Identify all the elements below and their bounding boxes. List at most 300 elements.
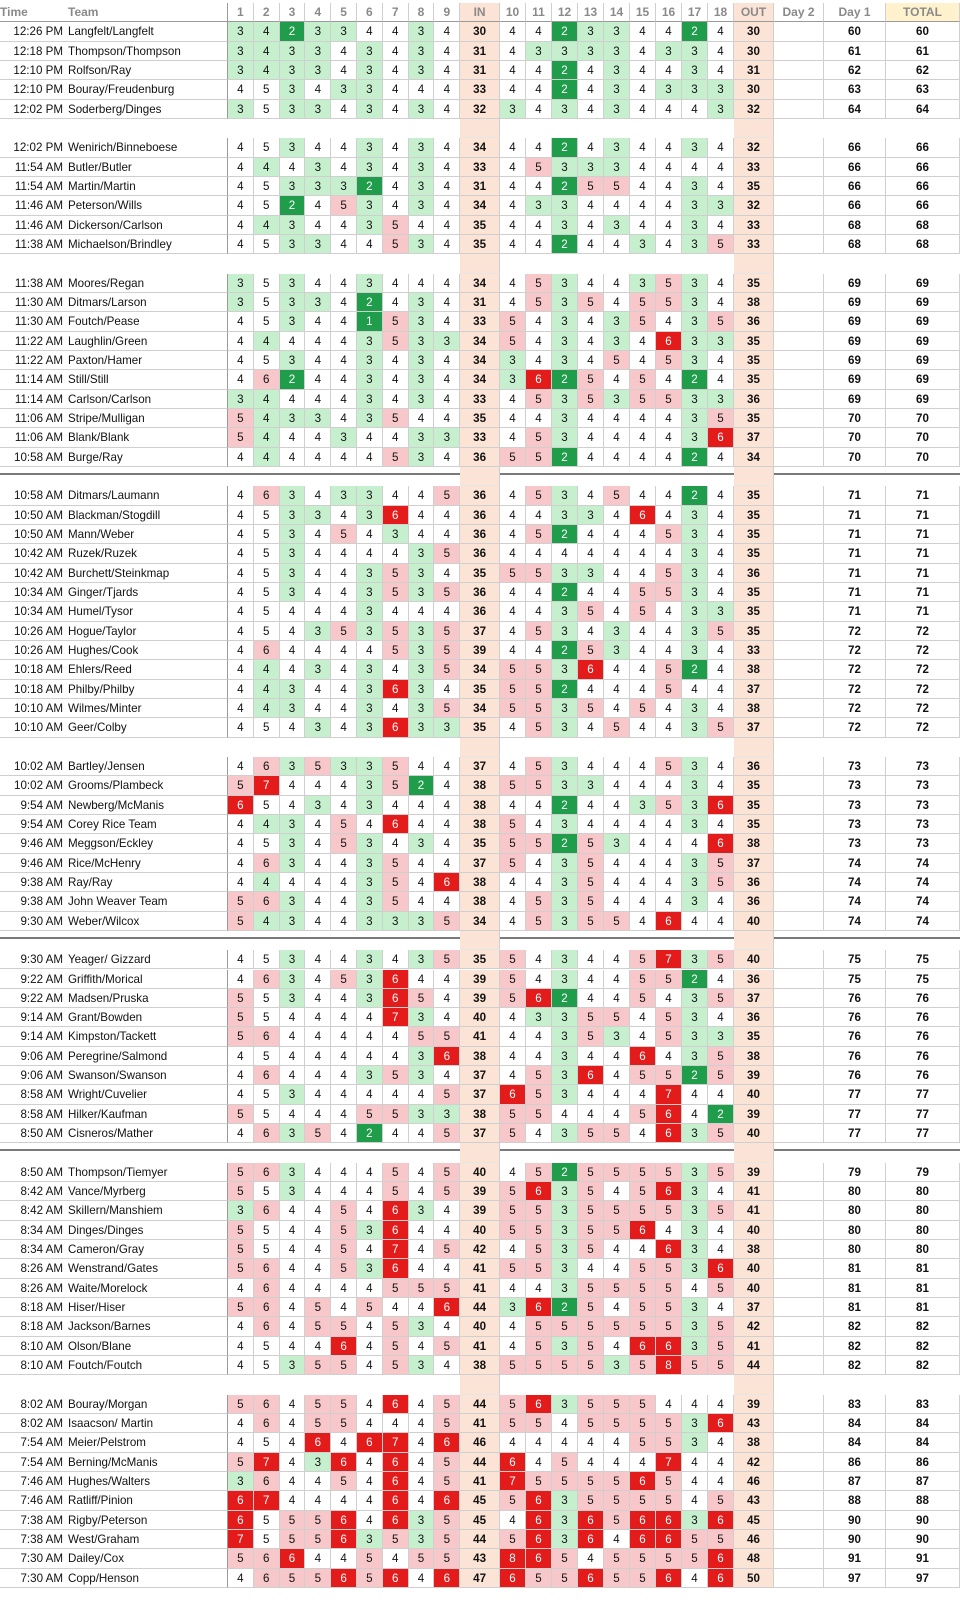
hole-10-score[interactable]: 5 bbox=[500, 1259, 526, 1278]
hole-11-score[interactable]: 5 bbox=[526, 1105, 552, 1124]
total-cell[interactable]: 73 bbox=[886, 834, 960, 853]
hole-4-score[interactable]: 4 bbox=[305, 448, 331, 467]
out-total-cell[interactable]: 50 bbox=[734, 1569, 774, 1588]
hole-18-score[interactable]: 4 bbox=[708, 699, 734, 718]
hole-2-score[interactable]: 6 bbox=[254, 1201, 280, 1220]
total-cell[interactable]: 80 bbox=[886, 1182, 960, 1201]
hole-6-score[interactable]: 4 bbox=[357, 544, 383, 563]
hole-9-score[interactable]: 3 bbox=[434, 332, 460, 351]
hole-9-score[interactable]: 4 bbox=[434, 216, 460, 235]
hole-14-score[interactable]: 5 bbox=[604, 718, 630, 737]
hole-18-score[interactable]: 2 bbox=[708, 1105, 734, 1124]
hole-2-score[interactable]: 5 bbox=[254, 351, 280, 370]
hole-10-score[interactable]: 4 bbox=[500, 158, 526, 177]
hole-6-score[interactable]: 4 bbox=[357, 448, 383, 467]
day1-cell[interactable]: 76 bbox=[824, 1047, 886, 1066]
hole-7-score[interactable]: 4 bbox=[383, 486, 409, 505]
team-name-cell[interactable]: Thompson/Thompson bbox=[66, 42, 228, 61]
hole-16-score[interactable]: 4 bbox=[656, 854, 682, 873]
hole-15-score[interactable]: 6 bbox=[630, 1047, 656, 1066]
total-cell[interactable]: 84 bbox=[886, 1414, 960, 1433]
hole-15-score[interactable]: 6 bbox=[630, 1472, 656, 1491]
hole-11-score[interactable]: 5 bbox=[526, 293, 552, 312]
hole-18-score[interactable]: 4 bbox=[708, 370, 734, 389]
total-cell[interactable]: 86 bbox=[886, 1453, 960, 1472]
hole-13-score[interactable]: 5 bbox=[578, 699, 604, 718]
total-cell[interactable]: 69 bbox=[886, 332, 960, 351]
hole-10-score[interactable]: 4 bbox=[500, 1337, 526, 1356]
hole-7-score[interactable]: 6 bbox=[383, 1491, 409, 1510]
hole-1-score[interactable]: 5 bbox=[228, 989, 254, 1008]
hole-17-score[interactable]: 3 bbox=[682, 1240, 708, 1259]
hole-10-score[interactable]: 4 bbox=[500, 1240, 526, 1259]
hole-13-score[interactable]: 4 bbox=[578, 544, 604, 563]
hole-13-score[interactable]: 4 bbox=[578, 428, 604, 447]
hole-14-score[interactable]: 4 bbox=[604, 757, 630, 776]
hole-5-score[interactable]: 4 bbox=[331, 448, 357, 467]
hole-3-score[interactable]: 4 bbox=[280, 428, 306, 447]
day1-cell[interactable]: 86 bbox=[824, 1453, 886, 1472]
hole-17-score[interactable]: 4 bbox=[682, 1395, 708, 1414]
total-cell[interactable]: 69 bbox=[886, 390, 960, 409]
total-cell[interactable]: 73 bbox=[886, 815, 960, 834]
team-name-cell[interactable]: Olson/Blane bbox=[66, 1337, 228, 1356]
hole-17-score[interactable]: 4 bbox=[682, 1491, 708, 1510]
hole-13-score[interactable]: 4 bbox=[578, 1453, 604, 1472]
hole-11-score[interactable]: 4 bbox=[526, 1124, 552, 1143]
hole-10-score[interactable]: 4 bbox=[500, 912, 526, 931]
team-name-cell[interactable]: Still/Still bbox=[66, 370, 228, 389]
hole-14-score[interactable]: 4 bbox=[604, 1047, 630, 1066]
hole-5-score[interactable]: 4 bbox=[331, 892, 357, 911]
hole-18-score[interactable]: 5 bbox=[708, 235, 734, 254]
hole-11-score[interactable]: 6 bbox=[526, 1182, 552, 1201]
hole-12-score[interactable]: 2 bbox=[552, 22, 578, 41]
hole-14-score[interactable]: 5 bbox=[604, 1279, 630, 1298]
hole-17-score[interactable]: 3 bbox=[682, 1008, 708, 1027]
hole-8-score[interactable]: 3 bbox=[409, 1317, 435, 1336]
day2-cell[interactable] bbox=[774, 506, 824, 525]
hole-4-score[interactable]: 5 bbox=[305, 1395, 331, 1414]
hole-17-score[interactable]: 4 bbox=[682, 1085, 708, 1104]
hole-10-score[interactable]: 5 bbox=[500, 699, 526, 718]
hole-9-score[interactable]: 4 bbox=[434, 312, 460, 331]
hole-1-score[interactable]: 5 bbox=[228, 1163, 254, 1182]
team-name-cell[interactable]: Ditmars/Larson bbox=[66, 293, 228, 312]
hole-3-score[interactable]: 3 bbox=[280, 293, 306, 312]
hole-18-score[interactable]: 3 bbox=[708, 80, 734, 99]
in-total-cell[interactable]: 45 bbox=[460, 1491, 500, 1510]
hole-13-score[interactable]: 5 bbox=[578, 1414, 604, 1433]
team-name-cell[interactable]: Ruzek/Ruzek bbox=[66, 544, 228, 563]
day1-cell[interactable]: 82 bbox=[824, 1337, 886, 1356]
hole-18-score[interactable]: 5 bbox=[708, 1201, 734, 1220]
day1-cell[interactable]: 60 bbox=[824, 22, 886, 41]
tee-time-cell[interactable]: 9:38 AM bbox=[0, 873, 66, 892]
hole-18-score[interactable]: 6 bbox=[708, 834, 734, 853]
tee-time-cell[interactable]: 8:50 AM bbox=[0, 1124, 66, 1143]
hole-9-score[interactable]: 6 bbox=[434, 1047, 460, 1066]
hole-17-score[interactable]: 5 bbox=[682, 1356, 708, 1375]
hole-15-score[interactable]: 4 bbox=[630, 100, 656, 119]
hole-4-score[interactable]: 4 bbox=[305, 699, 331, 718]
total-cell[interactable]: 72 bbox=[886, 680, 960, 699]
hole-13-score[interactable]: 4 bbox=[578, 815, 604, 834]
hole-9-score[interactable]: 5 bbox=[434, 486, 460, 505]
hole-4-score[interactable]: 4 bbox=[305, 912, 331, 931]
hole-3-score[interactable]: 3 bbox=[280, 815, 306, 834]
day1-cell[interactable]: 83 bbox=[824, 1395, 886, 1414]
hole-5-score[interactable]: 4 bbox=[331, 796, 357, 815]
day2-cell[interactable] bbox=[774, 1163, 824, 1182]
tee-time-cell[interactable]: 9:46 AM bbox=[0, 854, 66, 873]
hole-5-score[interactable]: 4 bbox=[331, 641, 357, 660]
in-total-cell[interactable]: 33 bbox=[460, 158, 500, 177]
hole-1-score[interactable]: 5 bbox=[228, 1027, 254, 1046]
hole-10-score[interactable]: 4 bbox=[500, 428, 526, 447]
team-name-cell[interactable]: Yeager/ Gizzard bbox=[66, 950, 228, 969]
hole-15-score[interactable]: 4 bbox=[630, 1085, 656, 1104]
hole-12-score[interactable]: 5 bbox=[552, 1317, 578, 1336]
team-name-cell[interactable]: Hughes/Cook bbox=[66, 641, 228, 660]
hole-3-score[interactable]: 4 bbox=[280, 1298, 306, 1317]
in-total-cell[interactable]: 40 bbox=[460, 1317, 500, 1336]
team-name-cell[interactable]: Carlson/Carlson bbox=[66, 390, 228, 409]
day2-cell[interactable] bbox=[774, 796, 824, 815]
hole-11-score[interactable]: 6 bbox=[526, 370, 552, 389]
hole-3-score[interactable]: 6 bbox=[280, 1549, 306, 1568]
hole-9-score[interactable]: 5 bbox=[434, 622, 460, 641]
hole-4-score[interactable]: 4 bbox=[305, 196, 331, 215]
hole-10-score[interactable]: 4 bbox=[500, 409, 526, 428]
tee-time-cell[interactable]: 8:58 AM bbox=[0, 1105, 66, 1124]
hole-6-score[interactable]: 4 bbox=[357, 1008, 383, 1027]
hole-3-score[interactable]: 4 bbox=[280, 1414, 306, 1433]
day1-cell[interactable]: 80 bbox=[824, 1182, 886, 1201]
hole-9-score[interactable]: 5 bbox=[434, 950, 460, 969]
hole-8-score[interactable]: 5 bbox=[409, 1027, 435, 1046]
hole-13-score[interactable]: 4 bbox=[578, 1047, 604, 1066]
hole-18-score[interactable]: 4 bbox=[708, 1240, 734, 1259]
hole-4-score[interactable]: 5 bbox=[305, 1530, 331, 1549]
blank-in-cell[interactable] bbox=[460, 1143, 500, 1162]
hole-10-score[interactable]: 5 bbox=[500, 1530, 526, 1549]
hole-7-score[interactable]: 4 bbox=[383, 660, 409, 679]
hole-12-score[interactable]: 3 bbox=[552, 196, 578, 215]
hole-17-score[interactable]: 3 bbox=[682, 293, 708, 312]
out-total-cell[interactable]: 41 bbox=[734, 1337, 774, 1356]
hole-9-score[interactable]: 4 bbox=[434, 235, 460, 254]
hole-2-score[interactable]: 6 bbox=[254, 486, 280, 505]
hole-8-score[interactable]: 4 bbox=[409, 873, 435, 892]
day1-cell[interactable]: 72 bbox=[824, 622, 886, 641]
hole-5-score[interactable]: 4 bbox=[331, 776, 357, 795]
hole-2-score[interactable]: 6 bbox=[254, 1472, 280, 1491]
hole-9-score[interactable]: 5 bbox=[434, 544, 460, 563]
hole-8-score[interactable]: 4 bbox=[409, 1491, 435, 1510]
in-total-cell[interactable]: 39 bbox=[460, 641, 500, 660]
hole-15-score[interactable]: 4 bbox=[630, 718, 656, 737]
hole-3-score[interactable]: 4 bbox=[280, 1433, 306, 1452]
hole-2-score[interactable]: 6 bbox=[254, 1395, 280, 1414]
day2-cell[interactable] bbox=[774, 61, 824, 80]
hole-9-score[interactable]: 4 bbox=[434, 834, 460, 853]
blank-in-cell[interactable] bbox=[460, 254, 500, 273]
hole-16-score[interactable]: 8 bbox=[656, 1356, 682, 1375]
hole-11-score[interactable]: 4 bbox=[526, 22, 552, 41]
hole-16-score[interactable]: 5 bbox=[656, 293, 682, 312]
hole-12-score[interactable]: 2 bbox=[552, 680, 578, 699]
hole-9-score[interactable]: 4 bbox=[434, 602, 460, 621]
hole-12-score[interactable]: 3 bbox=[552, 776, 578, 795]
team-name-cell[interactable]: Newberg/McManis bbox=[66, 796, 228, 815]
hole-7-score[interactable]: 5 bbox=[383, 776, 409, 795]
out-total-cell[interactable]: 38 bbox=[734, 1047, 774, 1066]
hole-12-score[interactable]: 3 bbox=[552, 815, 578, 834]
hole-6-score[interactable]: 4 bbox=[357, 1453, 383, 1472]
hole-1-score[interactable]: 4 bbox=[228, 1569, 254, 1588]
hole-4-score[interactable]: 3 bbox=[305, 660, 331, 679]
hole-6-score[interactable]: 3 bbox=[357, 196, 383, 215]
team-name-cell[interactable]: Copp/Henson bbox=[66, 1569, 228, 1588]
hole-10-score[interactable]: 5 bbox=[500, 1182, 526, 1201]
hole-8-score[interactable]: 2 bbox=[409, 776, 435, 795]
total-cell[interactable]: 71 bbox=[886, 583, 960, 602]
hole-8-score[interactable]: 3 bbox=[409, 660, 435, 679]
hole-15-score[interactable]: 5 bbox=[630, 1066, 656, 1085]
total-cell[interactable]: 82 bbox=[886, 1356, 960, 1375]
day1-cell[interactable]: 72 bbox=[824, 699, 886, 718]
hole-11-score[interactable]: 4 bbox=[526, 1453, 552, 1472]
hole-8-score[interactable]: 3 bbox=[409, 699, 435, 718]
hole-12-score[interactable]: 3 bbox=[552, 1511, 578, 1530]
hole-9-score[interactable]: 5 bbox=[434, 1395, 460, 1414]
out-total-cell[interactable]: 38 bbox=[734, 660, 774, 679]
hole-13-score[interactable]: 3 bbox=[578, 506, 604, 525]
team-name-cell[interactable]: Ehlers/Reed bbox=[66, 660, 228, 679]
hole-4-score[interactable]: 3 bbox=[305, 796, 331, 815]
hole-5-score[interactable]: 6 bbox=[331, 1453, 357, 1472]
tee-time-cell[interactable]: 12:26 PM bbox=[0, 22, 66, 41]
hole-7-score[interactable]: 4 bbox=[383, 274, 409, 293]
tee-time-cell[interactable]: 7:30 AM bbox=[0, 1569, 66, 1588]
hole-3-score[interactable]: 3 bbox=[280, 138, 306, 157]
hole-8-score[interactable]: 3 bbox=[409, 177, 435, 196]
hole-15-score[interactable]: 4 bbox=[630, 332, 656, 351]
total-cell[interactable]: 76 bbox=[886, 1066, 960, 1085]
hole-9-score[interactable]: 4 bbox=[434, 506, 460, 525]
hole-8-score[interactable]: 3 bbox=[409, 950, 435, 969]
header-hole-13[interactable]: 13 bbox=[578, 3, 604, 22]
blank-out-cell[interactable] bbox=[734, 254, 774, 273]
team-name-cell[interactable]: Ditmars/Laumann bbox=[66, 486, 228, 505]
hole-12-score[interactable]: 3 bbox=[552, 1279, 578, 1298]
day1-cell[interactable]: 76 bbox=[824, 989, 886, 1008]
hole-11-score[interactable]: 3 bbox=[526, 1008, 552, 1027]
in-total-cell[interactable]: 33 bbox=[460, 312, 500, 331]
hole-15-score[interactable]: 5 bbox=[630, 1395, 656, 1414]
header-hole-4[interactable]: 4 bbox=[305, 3, 331, 22]
hole-15-score[interactable]: 4 bbox=[630, 564, 656, 583]
hole-17-score[interactable]: 3 bbox=[682, 796, 708, 815]
in-total-cell[interactable]: 33 bbox=[460, 390, 500, 409]
hole-15-score[interactable]: 4 bbox=[630, 912, 656, 931]
hole-12-score[interactable]: 3 bbox=[552, 1124, 578, 1143]
hole-6-score[interactable]: 3 bbox=[357, 776, 383, 795]
hole-3-score[interactable]: 3 bbox=[280, 100, 306, 119]
hole-6-score[interactable]: 4 bbox=[357, 22, 383, 41]
day1-cell[interactable]: 71 bbox=[824, 583, 886, 602]
hole-17-score[interactable]: 3 bbox=[682, 892, 708, 911]
team-name-cell[interactable]: Blackman/Stogdill bbox=[66, 506, 228, 525]
hole-15-score[interactable]: 4 bbox=[630, 757, 656, 776]
total-cell[interactable]: 90 bbox=[886, 1511, 960, 1530]
tee-time-cell[interactable]: 9:22 AM bbox=[0, 970, 66, 989]
hole-3-score[interactable]: 4 bbox=[280, 873, 306, 892]
team-name-cell[interactable]: Hiser/Hiser bbox=[66, 1298, 228, 1317]
total-cell[interactable]: 88 bbox=[886, 1491, 960, 1510]
hole-14-score[interactable]: 4 bbox=[604, 854, 630, 873]
hole-6-score[interactable]: 4 bbox=[357, 1491, 383, 1510]
hole-3-score[interactable]: 3 bbox=[280, 699, 306, 718]
tee-time-cell[interactable]: 10:34 AM bbox=[0, 583, 66, 602]
out-total-cell[interactable]: 39 bbox=[734, 1066, 774, 1085]
hole-4-score[interactable]: 4 bbox=[305, 583, 331, 602]
hole-3-score[interactable]: 3 bbox=[280, 274, 306, 293]
hole-12-score[interactable]: 4 bbox=[552, 1433, 578, 1452]
total-cell[interactable]: 76 bbox=[886, 1047, 960, 1066]
hole-13-score[interactable]: 5 bbox=[578, 1491, 604, 1510]
hole-15-score[interactable]: 5 bbox=[630, 989, 656, 1008]
hole-14-score[interactable]: 3 bbox=[604, 312, 630, 331]
hole-18-score[interactable]: 4 bbox=[708, 61, 734, 80]
hole-4-score[interactable]: 5 bbox=[305, 1511, 331, 1530]
hole-12-score[interactable]: 3 bbox=[552, 892, 578, 911]
day1-cell[interactable]: 74 bbox=[824, 854, 886, 873]
hole-8-score[interactable]: 3 bbox=[409, 312, 435, 331]
hole-4-score[interactable]: 4 bbox=[305, 1085, 331, 1104]
hole-9-score[interactable]: 5 bbox=[434, 1279, 460, 1298]
day1-cell[interactable]: 69 bbox=[824, 351, 886, 370]
hole-2-score[interactable]: 5 bbox=[254, 1337, 280, 1356]
hole-2-score[interactable]: 4 bbox=[254, 158, 280, 177]
hole-18-score[interactable]: 6 bbox=[708, 428, 734, 447]
hole-8-score[interactable]: 3 bbox=[409, 22, 435, 41]
hole-1-score[interactable]: 4 bbox=[228, 834, 254, 853]
day1-cell[interactable]: 77 bbox=[824, 1105, 886, 1124]
hole-3-score[interactable]: 4 bbox=[280, 332, 306, 351]
hole-10-score[interactable]: 5 bbox=[500, 332, 526, 351]
day2-cell[interactable] bbox=[774, 641, 824, 660]
hole-9-score[interactable]: 4 bbox=[434, 796, 460, 815]
hole-3-score[interactable]: 3 bbox=[280, 216, 306, 235]
hole-5-score[interactable]: 4 bbox=[331, 409, 357, 428]
out-total-cell[interactable]: 35 bbox=[734, 796, 774, 815]
out-total-cell[interactable]: 40 bbox=[734, 912, 774, 931]
hole-6-score[interactable]: 3 bbox=[357, 370, 383, 389]
hole-14-score[interactable]: 3 bbox=[604, 1027, 630, 1046]
day1-cell[interactable]: 90 bbox=[824, 1530, 886, 1549]
hole-8-score[interactable]: 4 bbox=[409, 757, 435, 776]
hole-14-score[interactable]: 4 bbox=[604, 892, 630, 911]
hole-3-score[interactable]: 3 bbox=[280, 854, 306, 873]
hole-12-score[interactable]: 2 bbox=[552, 177, 578, 196]
day2-cell[interactable] bbox=[774, 448, 824, 467]
hole-13-score[interactable]: 4 bbox=[578, 312, 604, 331]
team-name-cell[interactable]: Jackson/Barnes bbox=[66, 1317, 228, 1336]
hole-1-score[interactable]: 3 bbox=[228, 293, 254, 312]
tee-time-cell[interactable]: 10:50 AM bbox=[0, 525, 66, 544]
day1-cell[interactable]: 90 bbox=[824, 1511, 886, 1530]
hole-17-score[interactable]: 3 bbox=[682, 564, 708, 583]
hole-7-score[interactable]: 4 bbox=[383, 602, 409, 621]
hole-10-score[interactable]: 4 bbox=[500, 892, 526, 911]
hole-8-score[interactable]: 4 bbox=[409, 796, 435, 815]
hole-1-score[interactable]: 5 bbox=[228, 1298, 254, 1317]
hole-1-score[interactable]: 6 bbox=[228, 1491, 254, 1510]
day1-cell[interactable]: 70 bbox=[824, 409, 886, 428]
in-total-cell[interactable]: 37 bbox=[460, 1066, 500, 1085]
day2-cell[interactable] bbox=[774, 1240, 824, 1259]
hole-10-score[interactable]: 5 bbox=[500, 564, 526, 583]
tee-time-cell[interactable]: 8:02 AM bbox=[0, 1395, 66, 1414]
hole-12-score[interactable]: 3 bbox=[552, 42, 578, 61]
hole-4-score[interactable]: 5 bbox=[305, 1356, 331, 1375]
hole-11-score[interactable]: 5 bbox=[526, 699, 552, 718]
hole-17-score[interactable]: 3 bbox=[682, 1221, 708, 1240]
in-total-cell[interactable]: 39 bbox=[460, 1201, 500, 1220]
team-name-cell[interactable]: Hilker/Kaufman bbox=[66, 1105, 228, 1124]
in-total-cell[interactable]: 38 bbox=[460, 815, 500, 834]
hole-6-score[interactable]: 4 bbox=[357, 1317, 383, 1336]
day2-cell[interactable] bbox=[774, 583, 824, 602]
hole-4-score[interactable]: 4 bbox=[305, 815, 331, 834]
hole-17-score[interactable]: 3 bbox=[682, 1182, 708, 1201]
day2-cell[interactable] bbox=[774, 1259, 824, 1278]
header-time[interactable]: Time bbox=[0, 3, 66, 22]
hole-16-score[interactable]: 6 bbox=[656, 1124, 682, 1143]
hole-11-score[interactable]: 6 bbox=[526, 1530, 552, 1549]
total-cell[interactable]: 60 bbox=[886, 22, 960, 41]
hole-6-score[interactable]: 3 bbox=[357, 100, 383, 119]
day1-cell[interactable]: 87 bbox=[824, 1472, 886, 1491]
hole-14-score[interactable]: 5 bbox=[604, 1124, 630, 1143]
blank-out-cell[interactable] bbox=[734, 1375, 774, 1394]
hole-6-score[interactable]: 2 bbox=[357, 1124, 383, 1143]
hole-10-score[interactable]: 5 bbox=[500, 970, 526, 989]
hole-7-score[interactable]: 5 bbox=[383, 854, 409, 873]
hole-4-score[interactable]: 3 bbox=[305, 718, 331, 737]
tee-time-cell[interactable]: 8:26 AM bbox=[0, 1259, 66, 1278]
hole-1-score[interactable]: 3 bbox=[228, 1201, 254, 1220]
hole-9-score[interactable]: 4 bbox=[434, 854, 460, 873]
hole-15-score[interactable]: 4 bbox=[630, 409, 656, 428]
hole-15-score[interactable]: 5 bbox=[630, 970, 656, 989]
hole-4-score[interactable]: 3 bbox=[305, 622, 331, 641]
hole-13-score[interactable]: 4 bbox=[578, 622, 604, 641]
header-hole-9[interactable]: 9 bbox=[434, 3, 460, 22]
hole-11-score[interactable]: 4 bbox=[526, 873, 552, 892]
day2-cell[interactable] bbox=[774, 525, 824, 544]
team-name-cell[interactable]: Foutch/Foutch bbox=[66, 1356, 228, 1375]
hole-13-score[interactable]: 4 bbox=[578, 448, 604, 467]
hole-6-score[interactable]: 3 bbox=[357, 332, 383, 351]
hole-1-score[interactable]: 6 bbox=[228, 1511, 254, 1530]
hole-2-score[interactable]: 6 bbox=[254, 970, 280, 989]
hole-9-score[interactable]: 4 bbox=[434, 448, 460, 467]
day2-cell[interactable] bbox=[774, 1047, 824, 1066]
hole-14-score[interactable]: 5 bbox=[604, 486, 630, 505]
